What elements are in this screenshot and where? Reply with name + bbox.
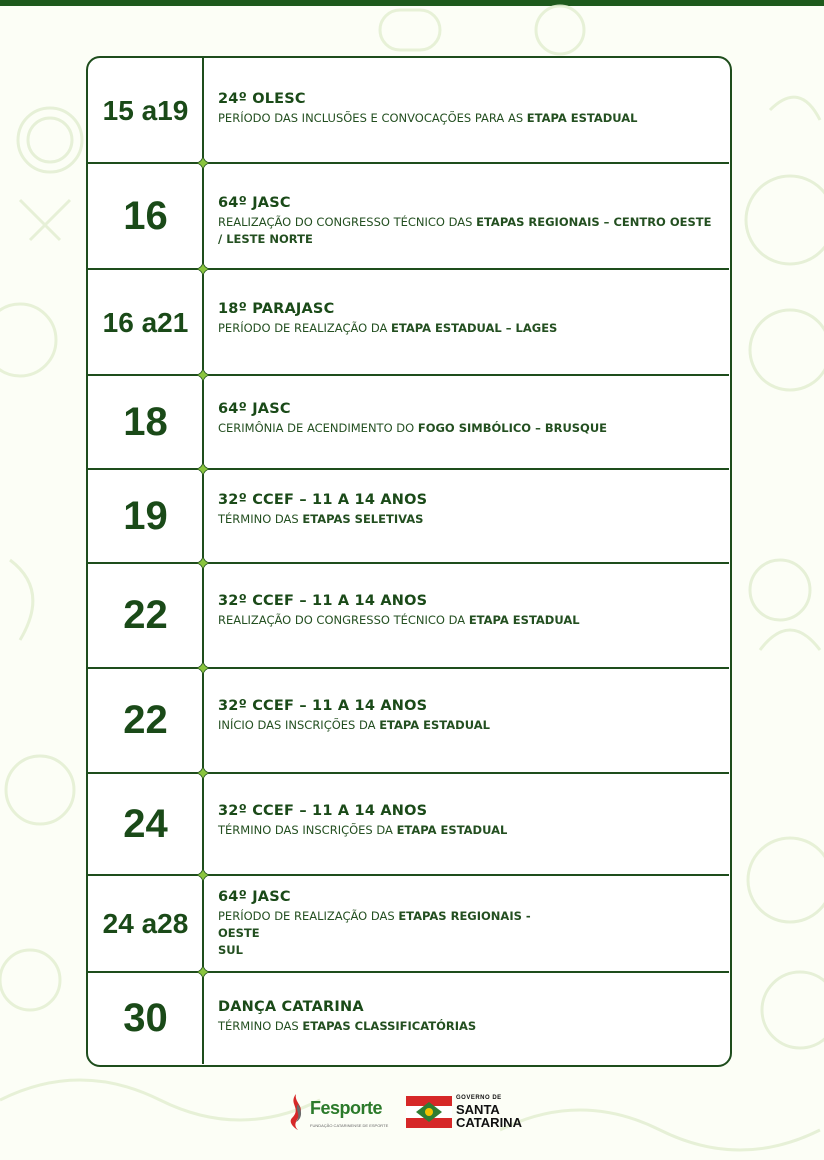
event-title: 64º JASC	[218, 889, 291, 905]
description-highlight: ETAPA ESTADUAL	[396, 823, 508, 837]
footer	[0, 1090, 824, 1140]
description-text: REALIZAÇÃO DO CONGRESSO TÉCNICO DA	[218, 613, 469, 627]
event-title: 64º JASC	[218, 195, 291, 211]
event-date: 18	[123, 399, 168, 444]
description-text: TÉRMINO DAS	[218, 512, 303, 526]
schedule-row	[88, 876, 729, 973]
government-label: GOVERNO DE	[456, 1095, 502, 1101]
schedule-table	[86, 56, 732, 1067]
schedule-row	[88, 164, 729, 270]
description-text: PERÍODO DAS INCLUSÕES E CONVOCAÇÕES PARA AS	[218, 111, 527, 125]
event-title: 24º OLESC	[218, 91, 306, 107]
event-content	[218, 270, 718, 374]
event-description	[218, 908, 718, 959]
description-text: REALIZAÇÃO DO CONGRESSO TÉCNICO DAS	[218, 215, 477, 229]
event-title: 18º PARAJASC	[218, 301, 335, 317]
event-description	[218, 420, 718, 437]
schedule-row	[88, 376, 729, 470]
event-content	[218, 164, 718, 268]
event-description	[218, 214, 718, 248]
description-highlight: ETAPA ESTADUAL – LAGES	[391, 321, 558, 335]
event-content	[218, 774, 718, 874]
event-date: 30	[123, 996, 168, 1040]
santa-catarina-logo	[406, 1094, 546, 1132]
event-date: 15 a 19	[102, 94, 189, 126]
state-name	[456, 1103, 522, 1129]
event-title: 64º JASC	[218, 401, 291, 417]
description-text: TÉRMINO DAS	[218, 1019, 303, 1033]
description-highlight: ETAPAS SELETIVAS	[302, 512, 424, 526]
schedule-row	[88, 270, 729, 376]
event-title: 32º CCEF – 11 A 14 ANOS	[218, 698, 428, 714]
description-text: INÍCIO DAS INSCRIÇÕES DA	[218, 718, 380, 732]
fesporte-subtitle: FUNDAÇÃO CATARINENSE DE ESPORTE	[310, 1123, 389, 1128]
event-date: 22	[123, 593, 168, 637]
description-highlight: ETAPA ESTADUAL	[526, 111, 638, 125]
event-date: 24 a 28	[102, 908, 189, 939]
event-description	[218, 320, 718, 337]
schedule-row	[88, 774, 729, 876]
event-content	[218, 564, 718, 667]
description-text: CERIMÔNIA DE ACENDIMENTO DO	[218, 421, 418, 435]
event-description	[218, 1018, 718, 1035]
event-date: 16 a 21	[102, 306, 189, 338]
description-highlight: ETAPAS REGIONAIS -	[398, 909, 531, 923]
description-highlight: OESTE	[218, 926, 260, 940]
fesporte-name: Fesporte	[310, 1098, 383, 1118]
schedule-row	[88, 564, 729, 669]
description-text: TÉRMINO DAS INSCRIÇÕES DA	[218, 823, 397, 837]
schedule-row	[88, 669, 729, 774]
event-content	[218, 973, 718, 1064]
santa-catarina-flag-icon	[406, 1096, 452, 1128]
event-description	[218, 822, 718, 839]
event-content	[218, 470, 718, 562]
state-name-line1: SANTA	[456, 1102, 500, 1117]
event-description	[218, 612, 718, 629]
state-name-line2: CATARINA	[456, 1115, 522, 1130]
event-title: 32º CCEF – 11 A 14 ANOS	[218, 492, 428, 508]
event-description	[218, 110, 718, 127]
event-title: DANÇA CATARINA	[218, 999, 364, 1015]
schedule-row	[88, 470, 729, 564]
event-description	[218, 717, 718, 734]
description-highlight: SUL	[218, 943, 243, 957]
description-text: PERÍODO DE REALIZAÇÃO DA	[218, 321, 392, 335]
event-date: 24	[123, 801, 168, 846]
event-content	[218, 376, 718, 468]
event-date: 16	[123, 193, 168, 238]
description-highlight: ETAPA ESTADUAL	[379, 718, 490, 732]
event-date: 19	[123, 493, 168, 538]
fesporte-logo	[284, 1090, 394, 1134]
event-title: 32º CCEF – 11 A 14 ANOS	[218, 593, 428, 609]
event-title: 32º CCEF – 11 A 14 ANOS	[218, 803, 428, 819]
event-description	[218, 511, 718, 528]
description-highlight: ETAPAS CLASSIFICATÓRIAS	[302, 1019, 477, 1033]
description-text: PERÍODO DE REALIZAÇÃO DAS	[218, 909, 399, 923]
description-highlight: FOGO SIMBÓLICO – BRUSQUE	[417, 421, 608, 435]
flame-icon	[284, 1092, 308, 1132]
schedule-row	[88, 58, 729, 164]
event-content	[218, 58, 718, 162]
description-highlight: ETAPA ESTADUAL	[468, 613, 580, 627]
event-content	[218, 669, 718, 772]
event-date: 22	[123, 698, 168, 742]
event-content	[218, 876, 718, 971]
description-highlight: ETAPAS REGIONAIS – CENTRO OESTE / LESTE NORTE	[218, 215, 712, 246]
schedule-row	[88, 973, 729, 1064]
